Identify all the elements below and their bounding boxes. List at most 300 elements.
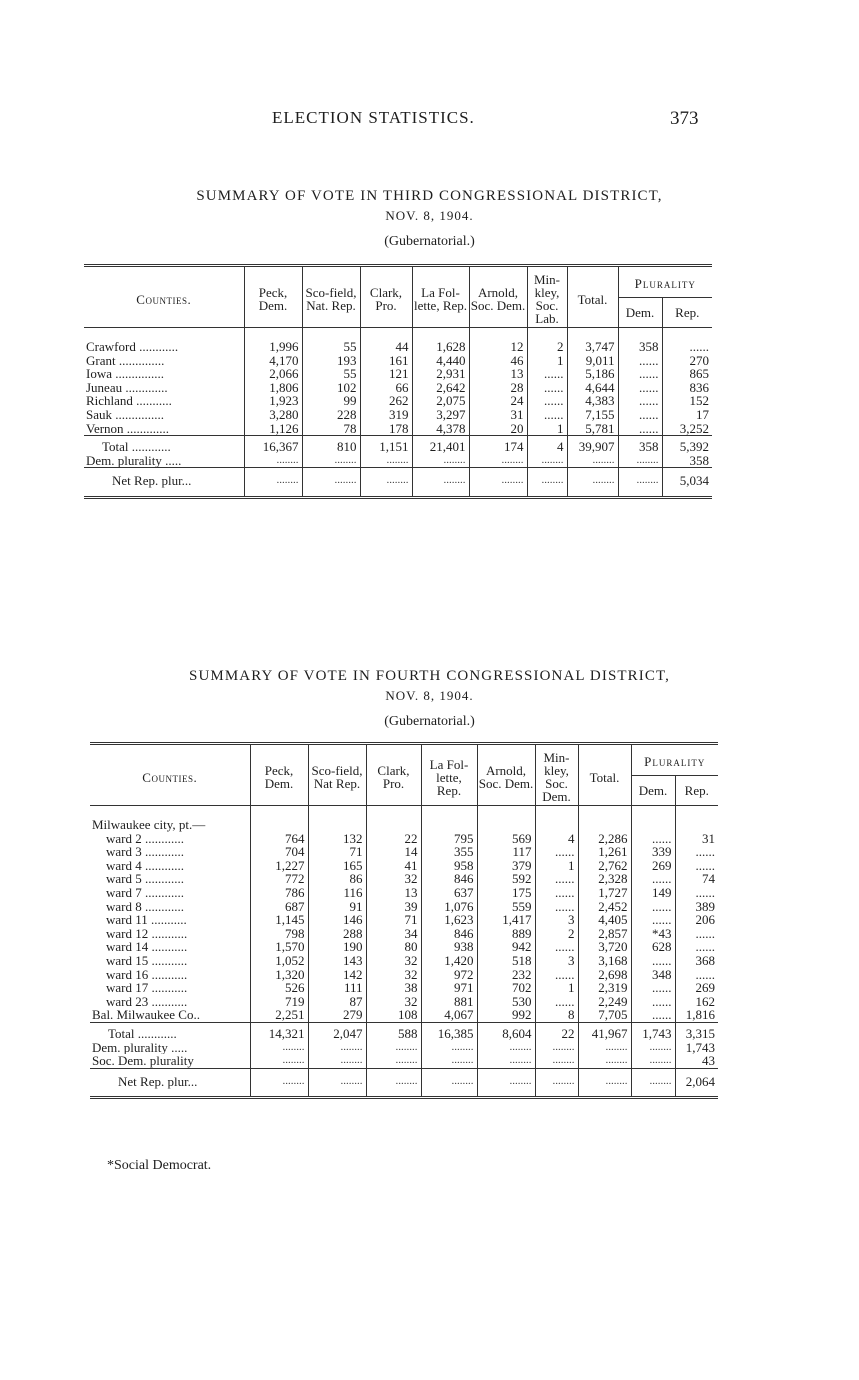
vote-cell: 44 bbox=[360, 328, 412, 354]
dem-plurality-row bbox=[84, 454, 712, 468]
county-name: ward 23 ........... bbox=[106, 994, 188, 1009]
vote-cell: 269 bbox=[675, 981, 718, 995]
dotted-cell: ........ bbox=[631, 1054, 675, 1068]
vote-cell: 32 bbox=[366, 954, 421, 968]
vote-cell: 13 bbox=[469, 367, 527, 381]
vote-cell: 38 bbox=[366, 981, 421, 995]
dotted-cell: ........ bbox=[567, 468, 618, 498]
table-row bbox=[84, 381, 712, 395]
dotted-cell: ........ bbox=[250, 1068, 308, 1098]
dotted-cell: ........ bbox=[618, 468, 662, 498]
plurality-dem-header: Dem. bbox=[618, 297, 662, 327]
peck-column-header: Peck, Dem. bbox=[250, 744, 308, 806]
dotted-cell: ........ bbox=[578, 1054, 631, 1068]
table-row bbox=[90, 886, 718, 900]
vote-cell: 798 bbox=[250, 927, 308, 941]
vote-cell: 108 bbox=[366, 1008, 421, 1022]
vote-cell: 702 bbox=[477, 981, 535, 995]
vote-cell: 764 bbox=[250, 832, 308, 846]
vote-cell: 637 bbox=[421, 886, 477, 900]
vote-cell: ...... bbox=[527, 381, 567, 395]
dotted-cell: ........ bbox=[302, 468, 360, 498]
total-label: Total ............ bbox=[90, 1022, 250, 1040]
vote-cell: 3,168 bbox=[578, 954, 631, 968]
vote-cell: 111 bbox=[308, 981, 366, 995]
county-name: ward 4 ............ bbox=[106, 858, 184, 873]
table-row bbox=[90, 995, 718, 1009]
county-name: ward 2 ............ bbox=[106, 831, 184, 846]
plurality-rep-header: Rep. bbox=[662, 297, 712, 327]
counties-column-header: Counties. bbox=[136, 291, 192, 307]
county-name: ward 12 ........... bbox=[106, 926, 188, 941]
dotted-cell: ........ bbox=[578, 1041, 631, 1055]
vote-cell: 3,720 bbox=[578, 940, 631, 954]
vote-cell: 687 bbox=[250, 900, 308, 914]
vote-cell: 592 bbox=[477, 872, 535, 886]
total-cell: 2,047 bbox=[308, 1022, 366, 1040]
page-number: 373 bbox=[670, 108, 699, 129]
vote-cell: ...... bbox=[675, 927, 718, 941]
vote-cell: 3 bbox=[535, 954, 578, 968]
third-district-table bbox=[84, 264, 712, 499]
scofield-column-header: Sco-field, Nat Rep. bbox=[308, 744, 366, 806]
table-row bbox=[90, 968, 718, 982]
vote-cell: 20 bbox=[469, 422, 527, 436]
vote-cell: 786 bbox=[250, 886, 308, 900]
dotted-cell: ........ bbox=[412, 454, 469, 468]
dotted-cell: ........ bbox=[527, 468, 567, 498]
vote-cell: 846 bbox=[421, 872, 477, 886]
dotted-cell: ........ bbox=[360, 454, 412, 468]
total-cell: 358 bbox=[618, 436, 662, 454]
county-name: ward 7 ............ bbox=[106, 885, 184, 900]
county-name: Iowa ............... bbox=[86, 367, 164, 381]
total-cell: 4 bbox=[527, 436, 567, 454]
vote-cell: 4,378 bbox=[412, 422, 469, 436]
dotted-cell: ........ bbox=[250, 1054, 308, 1068]
vote-cell: 942 bbox=[477, 940, 535, 954]
dotted-cell: ........ bbox=[535, 1054, 578, 1068]
vote-cell: 3 bbox=[535, 913, 578, 927]
empty-cell bbox=[421, 806, 477, 832]
dotted-cell: ........ bbox=[308, 1054, 366, 1068]
table-row bbox=[90, 900, 718, 914]
county-name: ward 17 ........... bbox=[106, 981, 188, 995]
vote-cell: 3,747 bbox=[567, 328, 618, 354]
vote-cell: ...... bbox=[535, 886, 578, 900]
county-name: ward 3 ............ bbox=[106, 845, 184, 859]
dotted-cell: ........ bbox=[421, 1054, 477, 1068]
vote-cell: 2,066 bbox=[244, 367, 302, 381]
vote-cell: 5,186 bbox=[567, 367, 618, 381]
vote-cell: 46 bbox=[469, 354, 527, 368]
dotted-cell: ........ bbox=[421, 1041, 477, 1055]
vote-cell: 86 bbox=[308, 872, 366, 886]
vote-cell: 704 bbox=[250, 845, 308, 859]
plurality-column-header: Plurality bbox=[631, 744, 718, 776]
vote-cell: 2,931 bbox=[412, 367, 469, 381]
vote-cell: ...... bbox=[535, 872, 578, 886]
empty-cell bbox=[535, 806, 578, 832]
vote-cell: ...... bbox=[618, 422, 662, 436]
table-row bbox=[84, 422, 712, 436]
total-cell: 22 bbox=[535, 1022, 578, 1040]
vote-cell: ...... bbox=[675, 968, 718, 982]
vote-cell: 32 bbox=[366, 968, 421, 982]
empty-cell bbox=[308, 806, 366, 832]
vote-cell: *43 bbox=[631, 927, 675, 941]
vote-cell: 2 bbox=[527, 328, 567, 354]
clark-column-header: Clark, Pro. bbox=[360, 266, 412, 328]
total-cell: 588 bbox=[366, 1022, 421, 1040]
vote-cell: 889 bbox=[477, 927, 535, 941]
table-row bbox=[90, 1008, 718, 1022]
dotted-cell: ........ bbox=[477, 1068, 535, 1098]
vote-cell: 99 bbox=[302, 394, 360, 408]
vote-cell: 80 bbox=[366, 940, 421, 954]
vote-cell: 355 bbox=[421, 845, 477, 859]
dotted-cell: ........ bbox=[366, 1041, 421, 1055]
table-header bbox=[84, 266, 712, 328]
vote-cell: 28 bbox=[469, 381, 527, 395]
vote-cell: 143 bbox=[308, 954, 366, 968]
table-row bbox=[84, 394, 712, 408]
vote-cell: 348 bbox=[631, 968, 675, 982]
dotted-cell: ........ bbox=[244, 454, 302, 468]
vote-cell: 795 bbox=[421, 832, 477, 846]
vote-cell: 1,816 bbox=[675, 1008, 718, 1022]
vote-cell: 1,145 bbox=[250, 913, 308, 927]
table-row bbox=[90, 845, 718, 859]
dotted-cell: ........ bbox=[308, 1041, 366, 1055]
vote-cell: ...... bbox=[535, 900, 578, 914]
vote-cell: 55 bbox=[302, 367, 360, 381]
vote-cell: 78 bbox=[302, 422, 360, 436]
minkley-column-header: Min-kley, Soc. Lab. bbox=[527, 266, 567, 328]
vote-cell: 193 bbox=[302, 354, 360, 368]
vote-cell: 3,252 bbox=[662, 422, 712, 436]
vote-cell: 1,623 bbox=[421, 913, 477, 927]
vote-cell: 142 bbox=[308, 968, 366, 982]
dotted-cell: ........ bbox=[578, 1068, 631, 1098]
table-row bbox=[90, 859, 718, 873]
vote-cell: ...... bbox=[675, 940, 718, 954]
vote-cell: 71 bbox=[308, 845, 366, 859]
scofield-column-header: Sco-field, Nat. Rep. bbox=[302, 266, 360, 328]
vote-cell: 1 bbox=[535, 859, 578, 873]
vote-cell: 34 bbox=[366, 927, 421, 941]
vote-cell: 1,320 bbox=[250, 968, 308, 982]
total-cell: 14,321 bbox=[250, 1022, 308, 1040]
vote-cell: ...... bbox=[535, 845, 578, 859]
vote-cell: ...... bbox=[631, 900, 675, 914]
vote-cell: 8 bbox=[535, 1008, 578, 1022]
empty-cell bbox=[477, 806, 535, 832]
vote-cell: ...... bbox=[618, 367, 662, 381]
running-title: ELECTION STATISTICS. bbox=[272, 108, 475, 127]
table-row bbox=[90, 940, 718, 954]
vote-cell: 1,628 bbox=[412, 328, 469, 354]
vote-cell: ...... bbox=[631, 832, 675, 846]
vote-cell: 2,698 bbox=[578, 968, 631, 982]
vote-cell: 4 bbox=[535, 832, 578, 846]
empty-cell bbox=[250, 806, 308, 832]
vote-cell: 102 bbox=[302, 381, 360, 395]
fourth-district-table bbox=[90, 742, 718, 1099]
dotted-cell: ........ bbox=[302, 454, 360, 468]
county-name: Juneau ............. bbox=[86, 380, 168, 395]
county-name: Vernon ............. bbox=[86, 421, 170, 436]
vote-cell: 1,261 bbox=[578, 845, 631, 859]
vote-cell: 319 bbox=[360, 408, 412, 422]
vote-cell: 1,923 bbox=[244, 394, 302, 408]
vote-cell: 1,727 bbox=[578, 886, 631, 900]
vote-cell: 339 bbox=[631, 845, 675, 859]
lafollette-column-header: La Fol-lette, Rep. bbox=[421, 744, 477, 806]
dotted-cell: ........ bbox=[366, 1054, 421, 1068]
vote-cell: 1,126 bbox=[244, 422, 302, 436]
vote-cell: 518 bbox=[477, 954, 535, 968]
vote-cell: 14 bbox=[366, 845, 421, 859]
vote-cell: 9,011 bbox=[567, 354, 618, 368]
vote-cell: 32 bbox=[366, 872, 421, 886]
dem-plurality-value: 1,743 bbox=[675, 1041, 718, 1055]
dotted-cell: ........ bbox=[469, 468, 527, 498]
empty-cell bbox=[578, 806, 631, 832]
county-name: Grant .............. bbox=[86, 353, 165, 368]
vote-cell: 836 bbox=[662, 381, 712, 395]
vote-cell: 1,227 bbox=[250, 859, 308, 873]
vote-cell: 262 bbox=[360, 394, 412, 408]
vote-cell: 526 bbox=[250, 981, 308, 995]
vote-cell: 958 bbox=[421, 859, 477, 873]
vote-cell: 91 bbox=[308, 900, 366, 914]
vote-cell: 846 bbox=[421, 927, 477, 941]
vote-cell: ...... bbox=[631, 1008, 675, 1022]
county-name: Crawford ............ bbox=[86, 339, 179, 354]
vote-cell: 2,857 bbox=[578, 927, 631, 941]
net-rep-plurality-row bbox=[90, 1068, 718, 1098]
vote-cell: 2,642 bbox=[412, 381, 469, 395]
dem-plurality-value: 358 bbox=[662, 454, 712, 468]
county-name: ward 14 ........... bbox=[106, 940, 188, 954]
vote-cell: 628 bbox=[631, 940, 675, 954]
vote-cell: 1,806 bbox=[244, 381, 302, 395]
vote-cell: 32 bbox=[366, 995, 421, 1009]
vote-cell: ...... bbox=[631, 872, 675, 886]
vote-cell: ...... bbox=[675, 845, 718, 859]
dotted-cell: ........ bbox=[567, 454, 618, 468]
county-name: ward 11 ........... bbox=[106, 913, 187, 927]
empty-cell bbox=[631, 806, 675, 832]
dotted-cell: ........ bbox=[527, 454, 567, 468]
vote-cell: 4,383 bbox=[567, 394, 618, 408]
dotted-cell: ........ bbox=[244, 468, 302, 498]
vote-cell: 881 bbox=[421, 995, 477, 1009]
vote-cell: 992 bbox=[477, 1008, 535, 1022]
footnote: *Social Democrat. bbox=[107, 1158, 212, 1173]
arnold-column-header: Arnold, Soc. Dem. bbox=[469, 266, 527, 328]
vote-cell: 1 bbox=[527, 422, 567, 436]
vote-cell: 4,440 bbox=[412, 354, 469, 368]
soc-dem-plurality-label: Soc. Dem. plurality bbox=[92, 1054, 194, 1069]
vote-cell: 175 bbox=[477, 886, 535, 900]
vote-cell: ...... bbox=[618, 394, 662, 408]
total-cell: 8,604 bbox=[477, 1022, 535, 1040]
lafollette-column-header: La Fol-lette, Rep. bbox=[412, 266, 469, 328]
table1-title: SUMMARY OF VOTE IN THIRD CONGRESSIONAL DISTRICT, bbox=[196, 188, 663, 204]
vote-cell: 24 bbox=[469, 394, 527, 408]
vote-cell: 279 bbox=[308, 1008, 366, 1022]
total-cell: 16,385 bbox=[421, 1022, 477, 1040]
net-rep-plurality-row bbox=[84, 468, 712, 498]
total-cell: 3,315 bbox=[675, 1022, 718, 1040]
vote-cell: 121 bbox=[360, 367, 412, 381]
vote-cell: 2,075 bbox=[412, 394, 469, 408]
vote-cell: ...... bbox=[527, 367, 567, 381]
dotted-cell: ........ bbox=[360, 468, 412, 498]
vote-cell: 2,328 bbox=[578, 872, 631, 886]
vote-cell: 2,249 bbox=[578, 995, 631, 1009]
vote-cell: 1,052 bbox=[250, 954, 308, 968]
vote-cell: ...... bbox=[675, 859, 718, 873]
dotted-cell: ........ bbox=[535, 1068, 578, 1098]
vote-cell: 270 bbox=[662, 354, 712, 368]
county-name: Richland ........... bbox=[86, 394, 172, 408]
plurality-rep-header: Rep. bbox=[675, 775, 718, 805]
vote-cell: 2 bbox=[535, 927, 578, 941]
vote-cell: 2,762 bbox=[578, 859, 631, 873]
table-row bbox=[84, 408, 712, 422]
county-name: ward 16 ........... bbox=[106, 967, 188, 982]
vote-cell: 162 bbox=[675, 995, 718, 1009]
county-name: ward 5 ............ bbox=[106, 872, 184, 886]
county-name: ward 8 ............ bbox=[106, 899, 184, 914]
vote-cell: 379 bbox=[477, 859, 535, 873]
vote-cell: ...... bbox=[535, 995, 578, 1009]
table1-subtitle: (Gubernatorial.) bbox=[384, 234, 475, 249]
vote-cell: 7,155 bbox=[567, 408, 618, 422]
vote-cell: ...... bbox=[631, 913, 675, 927]
vote-cell: 190 bbox=[308, 940, 366, 954]
vote-cell: 165 bbox=[308, 859, 366, 873]
vote-cell: 87 bbox=[308, 995, 366, 1009]
vote-cell: ...... bbox=[662, 328, 712, 354]
total-column-header: Total. bbox=[567, 266, 618, 328]
table-row bbox=[90, 927, 718, 941]
table-row bbox=[90, 872, 718, 886]
vote-cell: 2,319 bbox=[578, 981, 631, 995]
table-row bbox=[90, 832, 718, 846]
dotted-cell: ........ bbox=[618, 454, 662, 468]
vote-cell: ...... bbox=[527, 394, 567, 408]
vote-cell: 12 bbox=[469, 328, 527, 354]
vote-cell: 4,170 bbox=[244, 354, 302, 368]
plurality-column-header: Plurality bbox=[618, 266, 712, 298]
vote-cell: 1,420 bbox=[421, 954, 477, 968]
dem-plurality-label: Dem. plurality ..... bbox=[86, 453, 182, 468]
vote-cell: ...... bbox=[618, 381, 662, 395]
vote-cell: 2,251 bbox=[250, 1008, 308, 1022]
total-cell: 16,367 bbox=[244, 436, 302, 454]
net-rep-plurality-value: 2,064 bbox=[675, 1068, 718, 1098]
vote-cell: 2,452 bbox=[578, 900, 631, 914]
vote-cell: ...... bbox=[675, 886, 718, 900]
vote-cell: 149 bbox=[631, 886, 675, 900]
plurality-dem-header: Dem. bbox=[631, 775, 675, 805]
vote-cell: 132 bbox=[308, 832, 366, 846]
vote-cell: 4,405 bbox=[578, 913, 631, 927]
total-label: Total ............ bbox=[84, 436, 244, 454]
vote-cell: 161 bbox=[360, 354, 412, 368]
vote-cell: 117 bbox=[477, 845, 535, 859]
vote-cell: 368 bbox=[675, 954, 718, 968]
table2-subtitle: (Gubernatorial.) bbox=[384, 714, 475, 729]
county-name: Bal. Milwaukee Co.. bbox=[92, 1008, 200, 1023]
table-row bbox=[90, 981, 718, 995]
vote-cell: 71 bbox=[366, 913, 421, 927]
total-cell: 810 bbox=[302, 436, 360, 454]
vote-cell: 1,570 bbox=[250, 940, 308, 954]
table2-date: NOV. 8, 1904. bbox=[385, 688, 474, 703]
vote-cell: 972 bbox=[421, 968, 477, 982]
empty-cell bbox=[675, 806, 718, 832]
vote-cell: 772 bbox=[250, 872, 308, 886]
group-label: Milwaukee city, pt.— bbox=[92, 817, 206, 832]
table-row bbox=[84, 328, 712, 354]
total-row bbox=[84, 436, 712, 454]
table-body bbox=[84, 328, 712, 498]
county-name: ward 15 ........... bbox=[106, 953, 188, 968]
vote-cell: ...... bbox=[618, 354, 662, 368]
vote-cell: ...... bbox=[618, 408, 662, 422]
dem-plurality-label: Dem. plurality ..... bbox=[92, 1040, 188, 1055]
vote-cell: ...... bbox=[535, 968, 578, 982]
dotted-cell: ........ bbox=[412, 468, 469, 498]
dotted-cell: ........ bbox=[250, 1041, 308, 1055]
peck-column-header: Peck, Dem. bbox=[244, 266, 302, 328]
vote-cell: 152 bbox=[662, 394, 712, 408]
vote-cell: 5,781 bbox=[567, 422, 618, 436]
vote-cell: 1 bbox=[527, 354, 567, 368]
dotted-cell: ........ bbox=[535, 1041, 578, 1055]
vote-cell: 4,067 bbox=[421, 1008, 477, 1022]
group-label-row bbox=[90, 806, 718, 832]
total-cell: 39,907 bbox=[567, 436, 618, 454]
vote-cell: 1,996 bbox=[244, 328, 302, 354]
total-column-header: Total. bbox=[578, 744, 631, 806]
vote-cell: 358 bbox=[618, 328, 662, 354]
vote-cell: 1,076 bbox=[421, 900, 477, 914]
soc-dem-plurality-value: 43 bbox=[675, 1054, 718, 1068]
vote-cell: 39 bbox=[366, 900, 421, 914]
minkley-column-header: Min-kley, Soc. Dem. bbox=[535, 744, 578, 806]
total-row bbox=[90, 1022, 718, 1040]
vote-cell: 7,705 bbox=[578, 1008, 631, 1022]
vote-cell: 31 bbox=[469, 408, 527, 422]
vote-cell: 530 bbox=[477, 995, 535, 1009]
dotted-cell: ........ bbox=[366, 1068, 421, 1098]
vote-cell: 41 bbox=[366, 859, 421, 873]
header-row bbox=[90, 744, 718, 776]
vote-cell: 3,280 bbox=[244, 408, 302, 422]
clark-column-header: Clark, Pro. bbox=[366, 744, 421, 806]
vote-cell: ...... bbox=[535, 940, 578, 954]
total-cell: 174 bbox=[469, 436, 527, 454]
vote-cell: ...... bbox=[631, 981, 675, 995]
vote-cell: 2,286 bbox=[578, 832, 631, 846]
vote-cell: 1,417 bbox=[477, 913, 535, 927]
